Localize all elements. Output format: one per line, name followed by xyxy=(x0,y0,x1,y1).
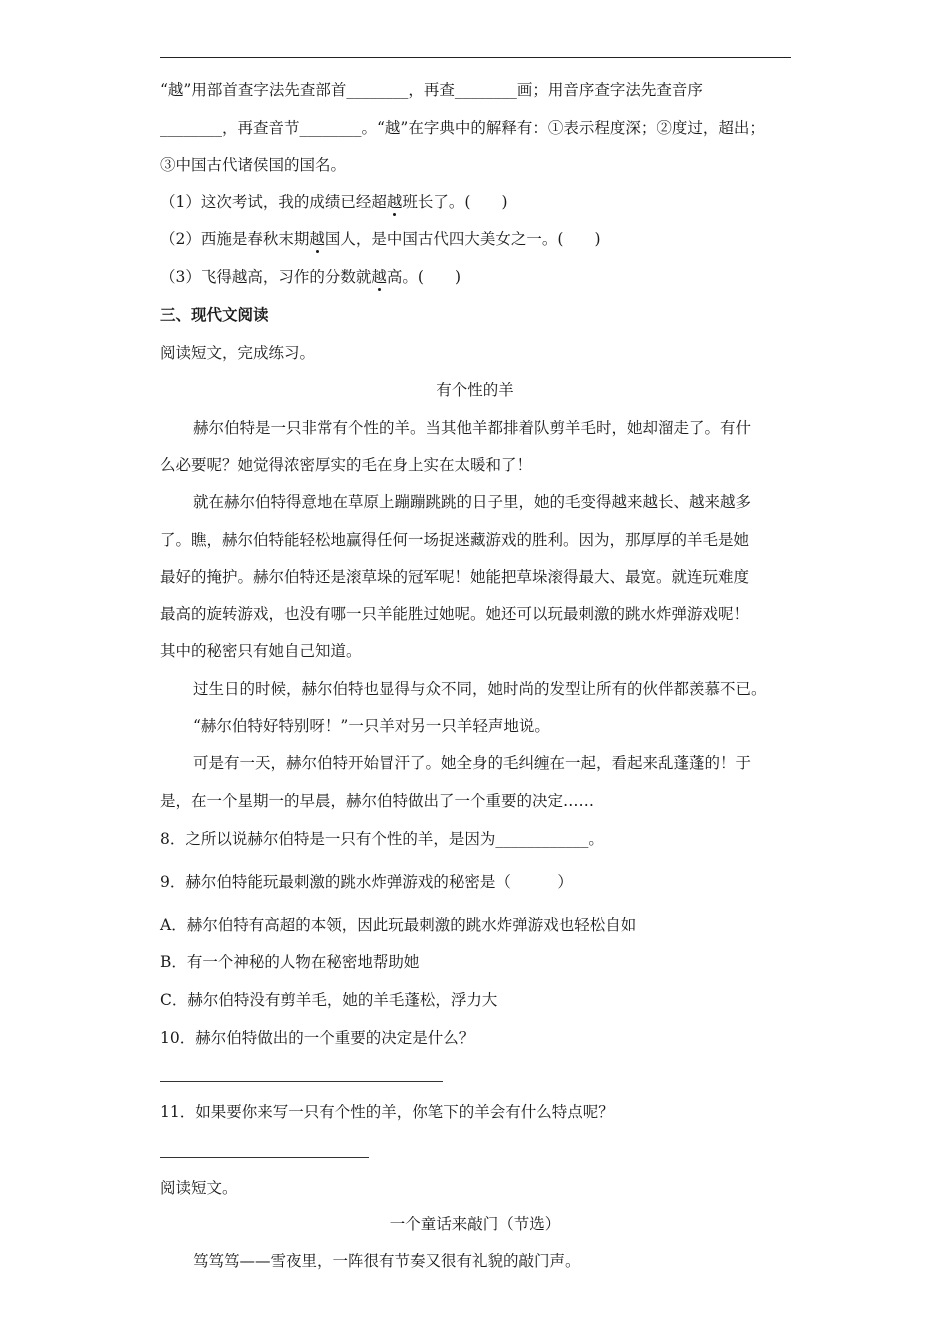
option-b: B．有一个神秘的人物在秘密地帮助她 xyxy=(160,953,420,971)
question-line-1: “越”用部首查字法先查部首________，再查________画；用音序查字法先查音序 xyxy=(160,81,703,99)
dotted-char: 越 xyxy=(309,230,325,248)
reading-instruction: 阅读短文，完成练习。 xyxy=(160,344,316,362)
passage-title: 一个童话来敲门（节选） xyxy=(389,1215,561,1233)
sub-question-3: （3）飞得越高，习作的分数就越高。( ) xyxy=(160,268,461,286)
paragraph-line: 其中的秘密只有她自己知道。 xyxy=(160,642,362,660)
paragraph-line: 了。瞧，赫尔伯特能轻松地赢得任何一场捉迷藏游戏的胜利。因为，那厚厚的羊毛是她 xyxy=(160,531,750,549)
question-11: 11．如果要你来写一只有个性的羊，你笔下的羊会有什么特点呢？ xyxy=(160,1103,614,1121)
sub-question-2: （2）西施是春秋末期越国人，是中国古代四大美女之一。( ) xyxy=(160,230,601,248)
paragraph-line: 赫尔伯特是一只非常有个性的羊。当其他羊都排着队剪羊毛时，她却溜走了。有什 xyxy=(193,419,752,437)
paragraph-line: “赫尔伯特好特别呀！”一只羊对另一只羊轻声地说。 xyxy=(193,717,550,735)
paragraph-line: 最好的掩护。赫尔伯特还是滚草垛的冠军呢！她能把草垛滚得最大、最宽。就连玩难度 xyxy=(160,568,750,586)
question-line-2: ________，再查音节________。“越”在字典中的解释有：①表示程度深；②度过，超出； xyxy=(160,119,765,137)
dotted-char: 越 xyxy=(386,193,403,211)
option-a: A．赫尔伯特有高超的本领，因此玩最刺激的跳水炸弹游戏也轻松自如 xyxy=(160,916,637,934)
question-10: 10．赫尔伯特做出的一个重要的决定是什么？ xyxy=(160,1029,475,1047)
paragraph-line: 就在赫尔伯特得意地在草原上蹦蹦跳跳的日子里，她的毛变得越来越长、越来越多 xyxy=(193,493,752,511)
paragraph-line: 可是有一天，赫尔伯特开始冒汗了。她全身的毛纠缠在一起，看起来乱蓬蓬的！于 xyxy=(193,754,752,772)
sub-question-1: （1）这次考试，我的成绩已经超越班长了。( ) xyxy=(160,193,508,211)
option-c: C．赫尔伯特没有剪羊毛，她的羊毛蓬松，浮力大 xyxy=(160,991,498,1009)
section-heading: 三、现代文阅读 xyxy=(160,306,269,324)
paragraph-line: 笃笃笃——雪夜里，一阵很有节奏又很有礼貌的敲门声。 xyxy=(193,1252,581,1270)
answer-line xyxy=(160,1081,443,1082)
dotted-char: 越 xyxy=(371,268,387,286)
paragraph-line: 最高的旋转游戏，也没有哪一只羊能胜过她呢。她还可以玩最刺激的跳水炸弹游戏呢！ xyxy=(160,605,750,623)
paragraph-line: 么必要呢？她觉得浓密厚实的毛在身上实在太暖和了！ xyxy=(160,456,533,474)
header-rule xyxy=(160,57,791,58)
answer-line xyxy=(160,1157,369,1158)
question-line-3: ③中国古代诸侯国的国名。 xyxy=(160,156,347,174)
paragraph-line: 过生日的时候，赫尔伯特也显得与众不同，她时尚的发型让所有的伙伴都羡慕不已。 xyxy=(193,680,767,698)
passage-title: 有个性的羊 xyxy=(436,381,514,399)
reading-instruction: 阅读短文。 xyxy=(160,1179,238,1197)
paragraph-line: 是，在一个星期一的早晨，赫尔伯特做出了一个重要的决定…… xyxy=(160,792,595,810)
question-8: 8．之所以说赫尔伯特是一只有个性的羊，是因为____________。 xyxy=(160,830,604,848)
question-9: 9．赫尔伯特能玩最刺激的跳水炸弹游戏的秘密是（ ） xyxy=(160,873,573,891)
